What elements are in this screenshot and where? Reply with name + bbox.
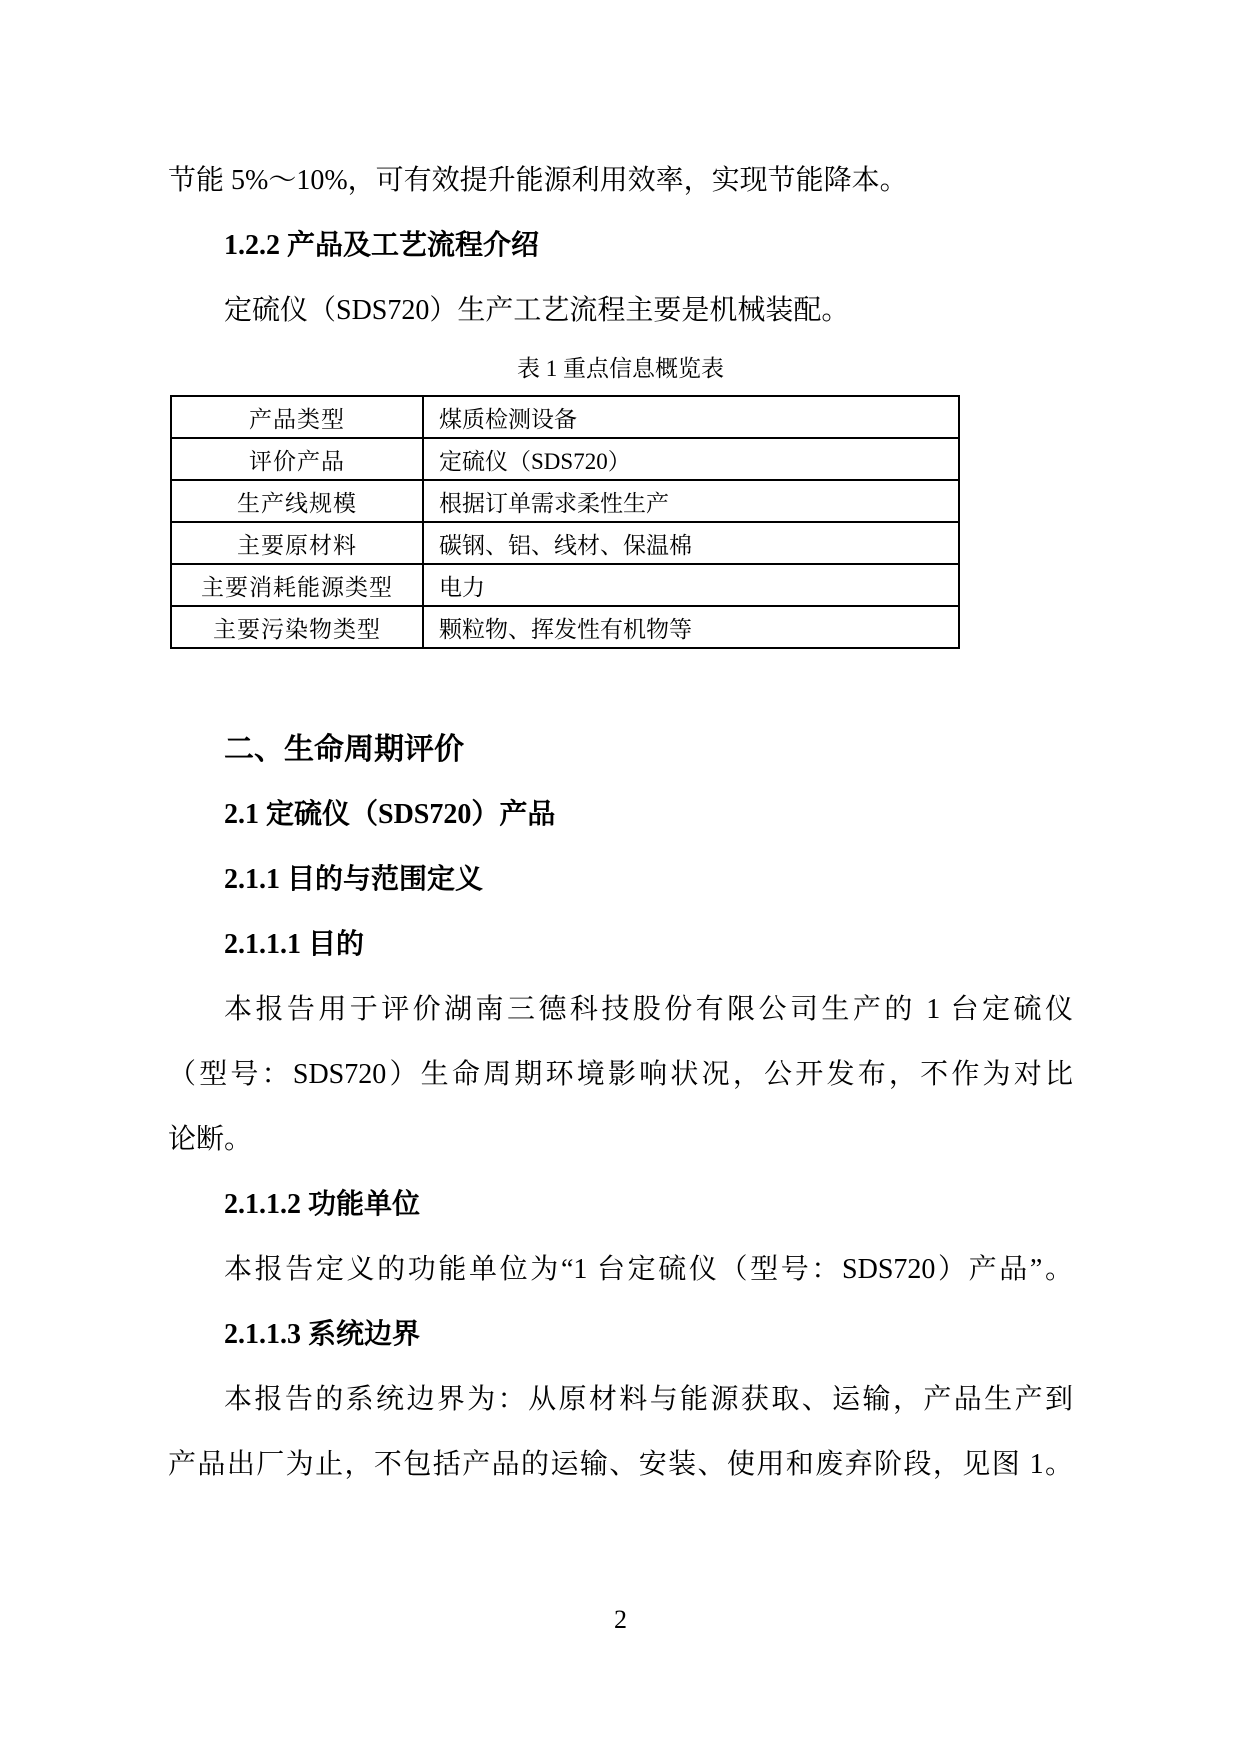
- table-row-value: 颗粒物、挥发性有机物等: [423, 606, 959, 648]
- table-row: [171, 606, 959, 648]
- info-table-body: [171, 396, 959, 648]
- paragraph-goal-line-3: 论断。: [168, 1124, 253, 1155]
- heading-2-1-1-2: 2.1.1.2 功能单位: [224, 1189, 421, 1220]
- table-row-value: 煤质检测设备: [423, 396, 959, 438]
- table-row: [171, 396, 959, 438]
- heading-2-1: 2.1 定硫仪（SDS720）产品: [224, 799, 556, 830]
- paragraph-goal-line-1: 本报告用于评价湖南三德科技股份有限公司生产的 1 台定硫仪: [224, 994, 1073, 1025]
- key-info-table: [170, 395, 960, 649]
- paragraph-functional-unit: 本报告定义的功能单位为“1 台定硫仪（型号：SDS720）产品”。: [224, 1254, 1073, 1285]
- paragraph-system-boundary-line-2: 产品出厂为止，不包括产品的运输、安装、使用和废弃阶段，见图 1。: [168, 1449, 1073, 1480]
- paragraph-energy-saving: 节能 5%～10%，可有效提升能源利用效率，实现节能降本。: [168, 165, 908, 196]
- heading-1-2-2: 1.2.2 产品及工艺流程介绍: [224, 230, 540, 261]
- table-row-label: 评价产品: [171, 438, 423, 480]
- paragraph-goal-line-2: （型号：SDS720）生命周期环境影响状况，公开发布，不作为对比: [168, 1059, 1073, 1090]
- heading-2-1-1-3: 2.1.1.3 系统边界: [224, 1319, 421, 1350]
- paragraph-process-flow: 定硫仪（SDS720）生产工艺流程主要是机械装配。: [224, 295, 850, 326]
- table-row-label: 主要原材料: [171, 522, 423, 564]
- table-row: [171, 564, 959, 606]
- table-row: [171, 480, 959, 522]
- page-number: 2: [614, 1605, 627, 1634]
- heading-chapter-2: 二、生命周期评价: [224, 733, 464, 766]
- paragraph-system-boundary-line-1: 本报告的系统边界为：从原材料与能源获取、运输，产品生产到: [224, 1384, 1073, 1415]
- table-row-label: 主要污染物类型: [171, 606, 423, 648]
- table-row-value: 根据订单需求柔性生产: [423, 480, 959, 522]
- table-row: [171, 438, 959, 480]
- table-caption: 表 1 重点信息概览表: [517, 356, 724, 381]
- table-row-value: 定硫仪（SDS720）: [423, 438, 959, 480]
- table-row-label: 生产线规模: [171, 480, 423, 522]
- heading-2-1-1-1: 2.1.1.1 目的: [224, 929, 365, 960]
- heading-2-1-1: 2.1.1 目的与范围定义: [224, 864, 484, 895]
- table-row-value: 电力: [423, 564, 959, 606]
- table-row: [171, 522, 959, 564]
- table-row-value: 碳钢、铝、线材、保温棉: [423, 522, 959, 564]
- table-row-label: 产品类型: [171, 396, 423, 438]
- table-row-label: 主要消耗能源类型: [171, 564, 423, 606]
